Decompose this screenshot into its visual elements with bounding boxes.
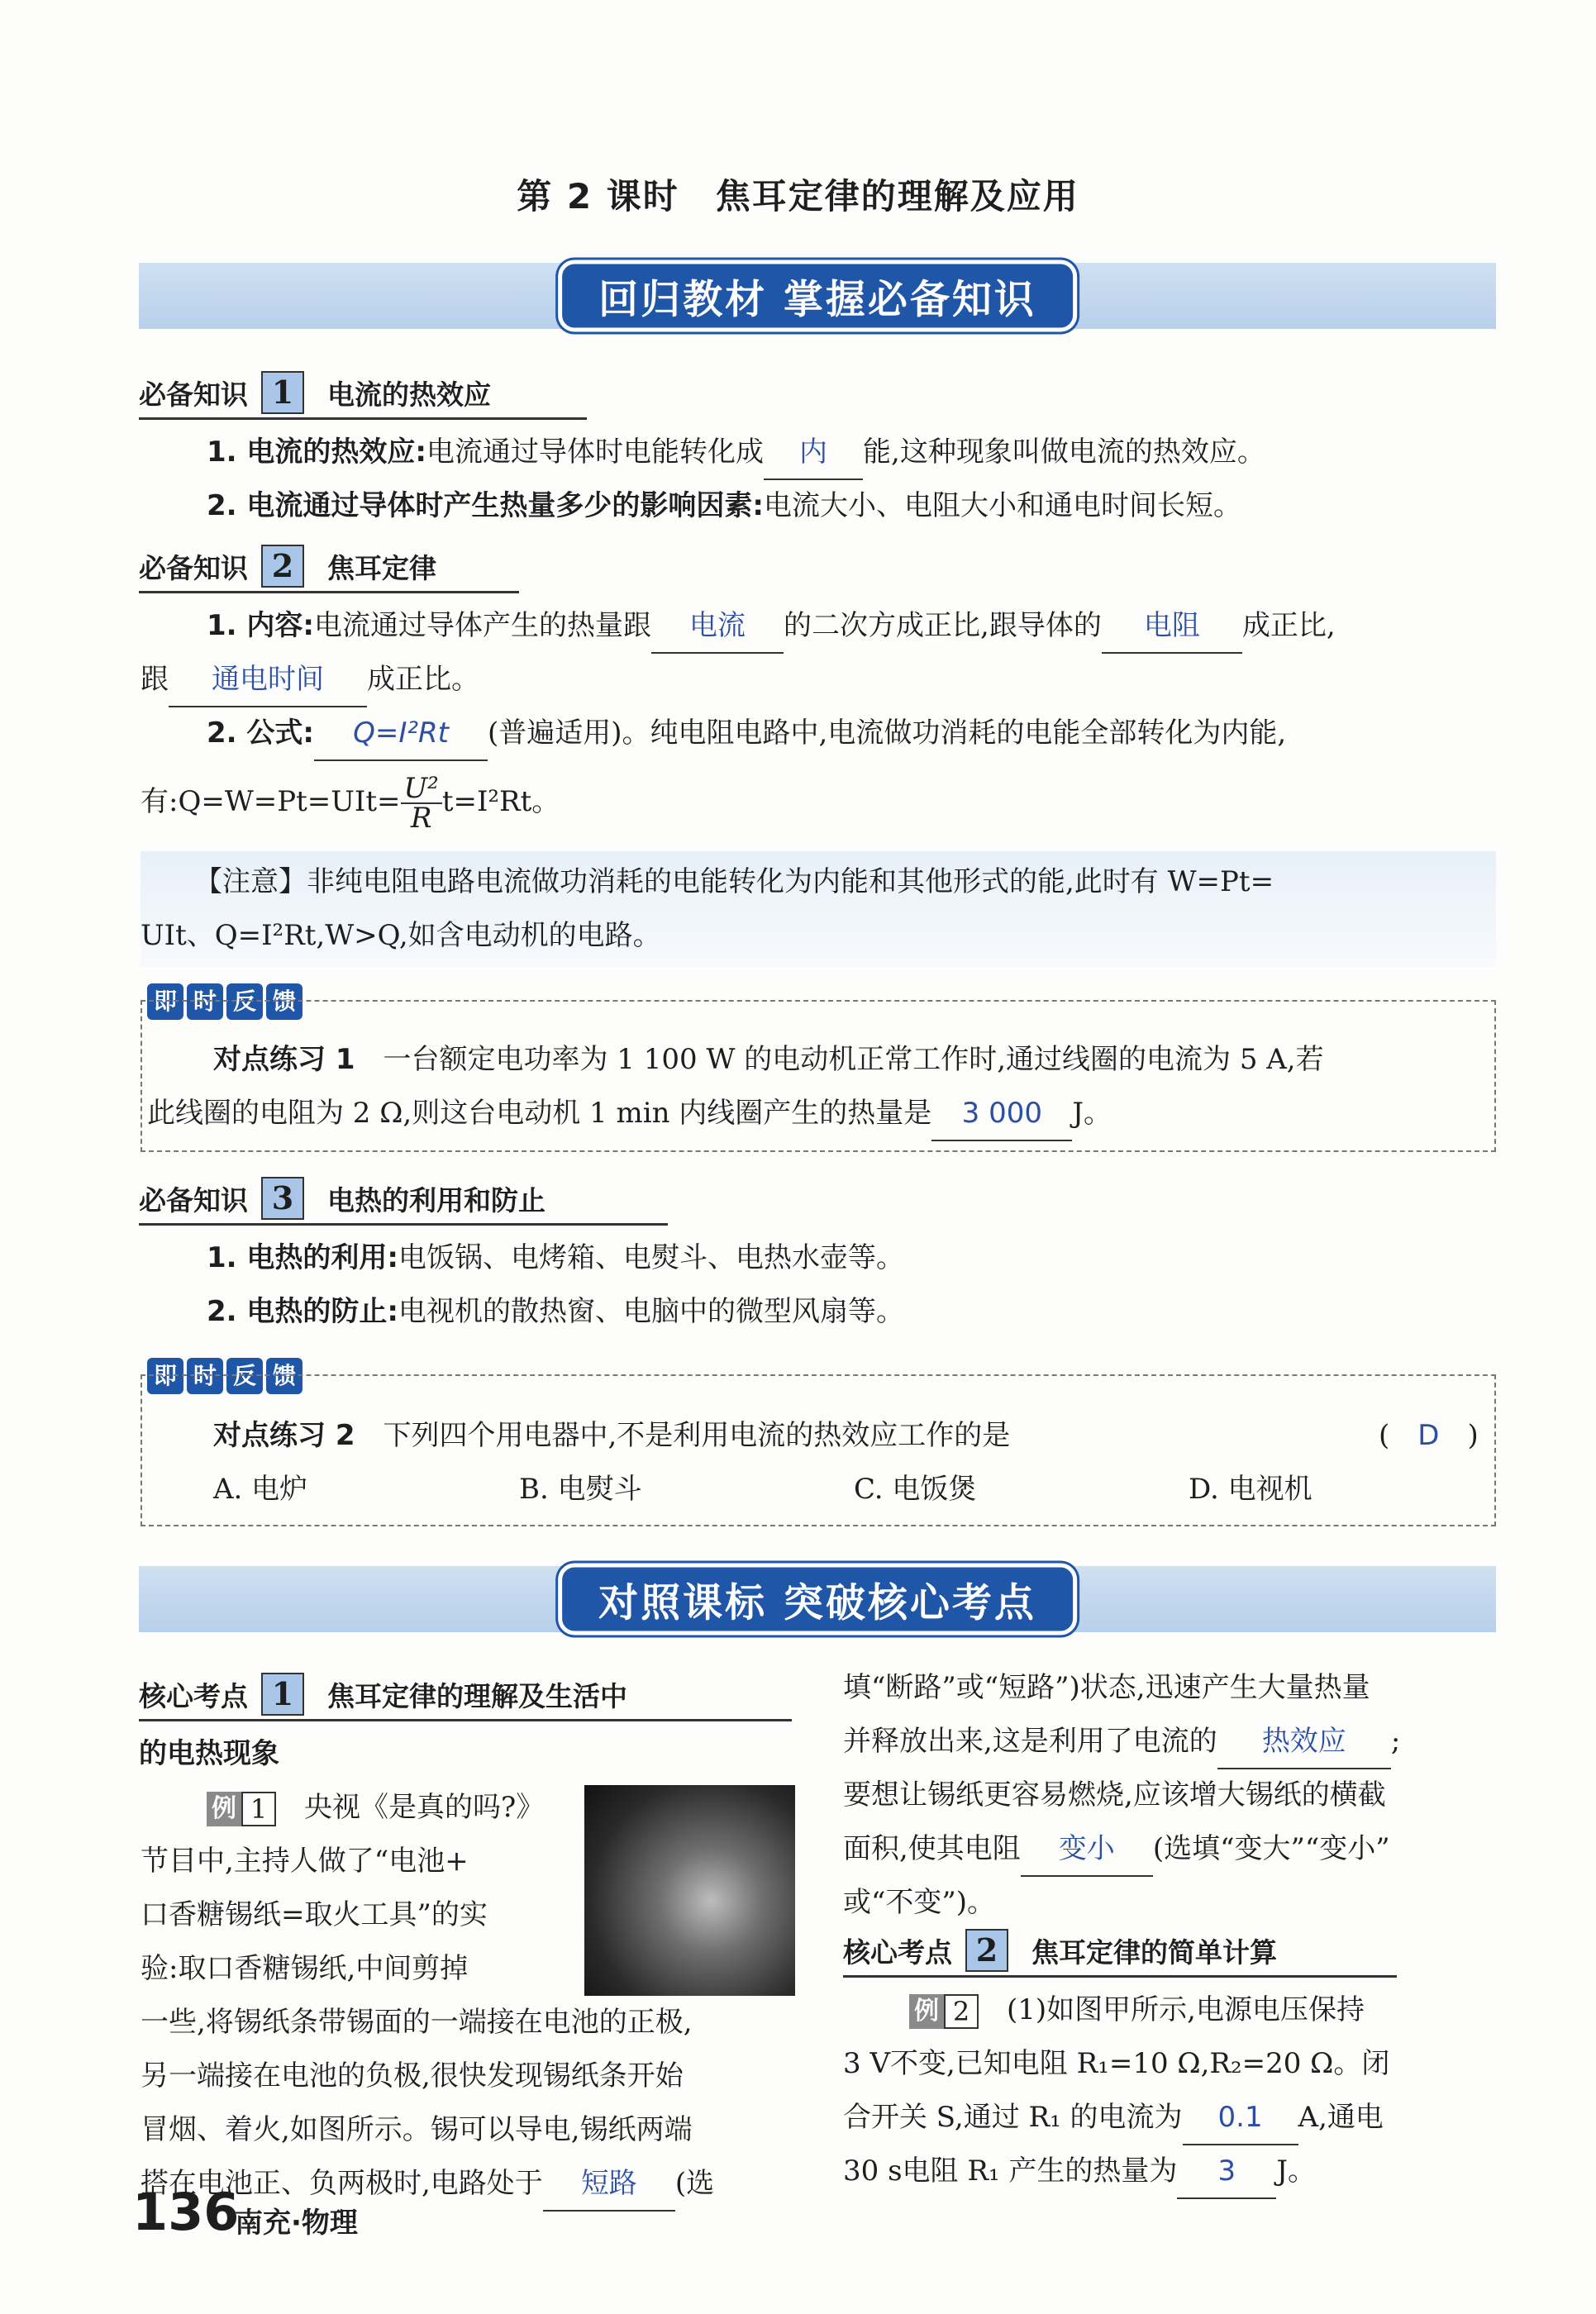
knowledge-heading-1 — [139, 368, 587, 420]
example-2-line-1: 例 2 (1)如图甲所示,电源电压保持 — [909, 1983, 1365, 2036]
footer-label: 南充·物理 — [235, 2207, 358, 2240]
k2-line-1: 1. 内容:电流通过导体产生的热量跟 电流 的二次方成正比,跟导体的 电阻 成正比, — [207, 599, 1336, 654]
section-banner-2 — [139, 1566, 1496, 1632]
option-d: D. 电视机 — [1189, 1473, 1313, 1506]
example-2-line-2: 3 V不变,已知电阻 R₁=10 Ω,R₂=20 Ω。闭 — [843, 2047, 1390, 2080]
core-heading-2: 核心考点 2 焦耳定律的简单计算 — [843, 1926, 1397, 1978]
answer-blank: 热效应 — [1217, 1715, 1391, 1769]
knowledge-tag: 必备知识 — [139, 378, 248, 411]
note-line-2: UIt、Q=I²Rt,W>Q,如含电动机的电路。 — [141, 919, 661, 952]
option-b: B. 电熨斗 — [519, 1473, 642, 1506]
k1-line-2: 2. 电流通过导体时产生热量多少的影响因素:电流大小、电阻大小和通电时间长短。 — [207, 489, 1242, 522]
answer-blank: 0.1 — [1183, 2091, 1298, 2145]
example-2-line-3: 合开关 S,通过 R₁ 的电流为 0.1 A,通电 — [843, 2091, 1384, 2145]
example-1-line-7: 冒烟、着火,如图所示。锡可以导电,锡纸两端 — [141, 2113, 693, 2146]
k2-line-2: 跟 通电时间 成正比。 — [141, 653, 479, 707]
answer-blank: 变小 — [1021, 1822, 1153, 1877]
k2-line-3: 2. 公式: Q=I²Rt (普遍适用)。纯电阻电路中,电流做功消耗的电能全部转化为内能, — [207, 707, 1286, 761]
example-1-line-1: 例 1 央视《是真的吗?》 — [207, 1781, 544, 1834]
practice-2-answer: ( D ) — [1379, 1419, 1479, 1452]
option-c: C. 电饭煲 — [854, 1473, 977, 1506]
knowledge-number: 2 — [261, 545, 304, 588]
right-line-3: 要想让锡纸更容易燃烧,应该增大锡纸的横截 — [843, 1778, 1386, 1812]
example-1-line-4: 验:取口香糖锡纸,中间剪掉 — [141, 1952, 469, 1985]
example-2-line-4: 30 s电阻 R₁ 产生的热量为 3 J。 — [843, 2145, 1316, 2199]
answer-blank: 3 — [1177, 2145, 1276, 2199]
example-1-line-3: 口香糖锡纸=取火工具”的实 — [141, 1898, 488, 1931]
right-line-5: 或“不变”)。 — [843, 1886, 996, 1919]
knowledge-title: 焦耳定律 — [327, 551, 436, 584]
k1-line-1: 1. 电流的热效应:电流通过导体时电能转化成 内 能,这种现象叫做电流的热效应。 — [207, 426, 1265, 480]
answer-blank: 电阻 — [1102, 599, 1242, 654]
core-heading-1-cont: 的电热现象 — [139, 1737, 279, 1770]
right-line-1: 填“断路”或“短路”)状态,迅速产生大量热量 — [843, 1671, 1370, 1704]
practice-1-line-2: 此线圈的电阻为 2 Ω,则这台电动机 1 min 内线圈产生的热量是 3 000 J。 — [147, 1087, 1112, 1141]
tinfoil-battery-photo — [584, 1785, 795, 1996]
feedback-label-1: 即 时 反 馈 — [147, 983, 303, 1020]
note-line-1: 【注意】非纯电阻电路电流做功消耗的电能转化为内能和其他形式的能,此时有 W=Pt= — [194, 865, 1274, 898]
example-1-line-6: 另一端接在电池的负极,很快发现锡纸条开始 — [141, 2059, 684, 2093]
practice-1-line-1: 对点练习 1 一台额定电功率为 1 100 W 的电动机正常工作时,通过线圈的电流为 5 A,若 — [213, 1043, 1324, 1076]
k3-line-1: 1. 电热的利用:电饭锅、电烤箱、电熨斗、电热水壶等。 — [207, 1241, 905, 1274]
knowledge-number: 3 — [261, 1177, 304, 1220]
knowledge-title: 电流的热效应 — [327, 378, 491, 411]
example-1-line-2: 节目中,主持人做了“电池+ — [141, 1845, 469, 1878]
formula-fraction: $\frac{\text{U²}}{R}$ — [401, 774, 442, 832]
answer-blank: 电流 — [651, 599, 784, 654]
section-banner-1 — [139, 263, 1496, 329]
knowledge-title: 电热的利用和防止 — [327, 1183, 545, 1217]
answer-blank: 通电时间 — [169, 653, 367, 707]
right-line-2: 并释放出来,这是利用了电流的 热效应 ; — [843, 1715, 1400, 1769]
section-title-2: 对照课标 突破核心考点 — [558, 1564, 1077, 1636]
knowledge-tag: 必备知识 — [139, 1183, 248, 1217]
k3-line-2: 2. 电热的防止:电视机的散热窗、电脑中的微型风扇等。 — [207, 1295, 905, 1328]
example-1-line-8: 搭在电池正、负两极时,电路处于 短路 (选 — [141, 2157, 714, 2212]
lesson-title: 第 2 课时 焦耳定律的理解及应用 — [517, 176, 1079, 217]
knowledge-heading-3 — [139, 1174, 668, 1226]
section-title-1: 回归教材 掌握必备知识 — [558, 260, 1077, 332]
core-heading-1: 核心考点 1 焦耳定律的理解及生活中 — [139, 1669, 792, 1721]
knowledge-tag: 必备知识 — [139, 551, 248, 584]
answer-blank: 内 — [764, 426, 863, 480]
example-label: 例 — [207, 1792, 241, 1826]
k2-line-4: 有:Q=W=Pt=UIt= $\frac{\text{U²}}{R}$ t=I²Rt。 — [141, 772, 560, 835]
feedback-label-2: 即 时 反 馈 — [147, 1358, 303, 1394]
option-a: A. 电炉 — [213, 1473, 308, 1506]
answer-blank: 3 000 — [931, 1087, 1072, 1141]
answer-blank: Q=I²Rt — [314, 707, 488, 761]
example-1-line-5: 一些,将锡纸条带锡面的一端接在电池的正极, — [141, 2006, 693, 2039]
page-number: 136 — [132, 2182, 240, 2242]
right-line-4: 面积,使其电阻 变小 (选填“变大”“变小” — [843, 1822, 1390, 1877]
practice-2-question: 对点练习 2 下列四个用电器中,不是利用电流的热效应工作的是 — [213, 1419, 1011, 1452]
knowledge-number: 1 — [261, 371, 304, 414]
answer-blank: 短路 — [543, 2157, 675, 2212]
knowledge-heading-2 — [139, 541, 519, 593]
